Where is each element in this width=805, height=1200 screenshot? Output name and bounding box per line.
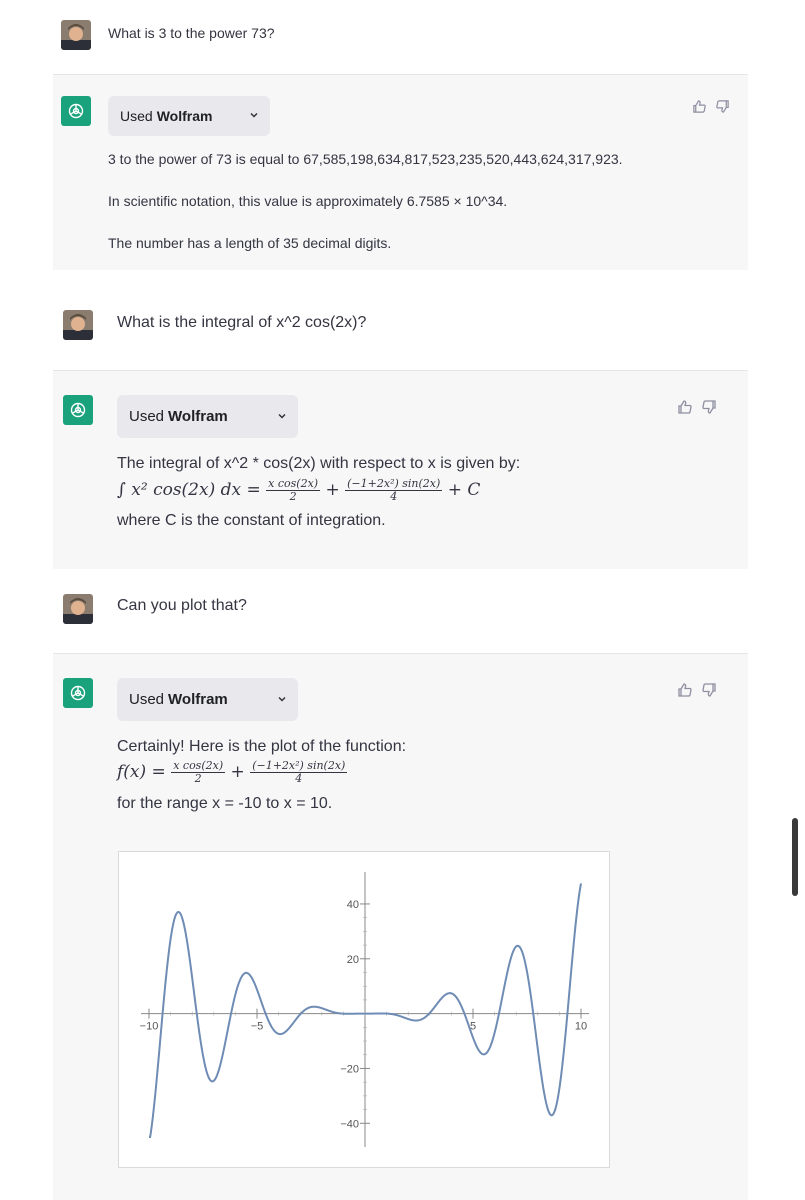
assistant-paragraph: where C is the constant of integration. (117, 512, 386, 529)
user-avatar (63, 310, 93, 340)
scrollbar-thumb[interactable] (792, 818, 798, 896)
user-message-text: What is 3 to the power 73? (108, 25, 275, 41)
tool-used-toggle[interactable]: Used Wolfram (108, 96, 270, 136)
integral-formula: ∫ x² cos(2x) dx = $\frac{\text{x cos(2x)}}{2}$ + $\frac{\text{(−1+2x²) sin(2x)}}{4}$ + C (117, 477, 481, 503)
y-tick-label: −40 (340, 1118, 359, 1131)
user-message-text: What is the integral of x^2 cos(2x)? (117, 314, 367, 331)
assistant-paragraph: Certainly! Here is the plot of the function: (117, 738, 407, 755)
x-tick-label: 10 (574, 1020, 588, 1033)
x-tick-label: −5 (250, 1020, 264, 1033)
user-avatar (63, 594, 93, 624)
assistant-paragraph: 3 to the power of 73 is equal to 67,585,198,634,817,523,235,520,443,624,317,923. (108, 151, 623, 167)
y-tick-label: 20 (346, 953, 359, 966)
assistant-paragraph: for the range x = -10 to x = 10. (117, 795, 333, 812)
chevron-down-icon (248, 109, 260, 121)
plot-svg (119, 852, 609, 1167)
thumbs-down-icon[interactable] (715, 99, 730, 114)
tool-used-toggle[interactable]: Used Wolfram (117, 395, 298, 438)
thumbs-down-icon[interactable] (701, 682, 717, 698)
y-tick-label: 40 (346, 898, 359, 911)
x-tick-label: −10 (139, 1020, 159, 1033)
y-tick-label: −20 (340, 1063, 359, 1076)
user-message-text: Can you plot that? (117, 597, 247, 614)
openai-logo-icon (63, 395, 93, 425)
openai-logo-icon (61, 96, 91, 126)
chevron-down-icon (276, 693, 288, 705)
thumbs-up-icon[interactable] (692, 99, 707, 114)
x-tick-label: 5 (469, 1020, 477, 1033)
function-formula: f(x) = $\frac{\text{x cos(2x)}}{2}$ + $\frac{\text{(−1+2x²) sin(2x)}}{4}$ (117, 759, 346, 785)
assistant-paragraph: The integral of x^2 * cos(2x) with respect to x is given by: (117, 455, 521, 472)
assistant-paragraph: The number has a length of 35 decimal digits. (108, 235, 392, 251)
function-plot (118, 851, 610, 1168)
chevron-down-icon (276, 410, 288, 422)
openai-logo-icon (63, 678, 93, 708)
thumbs-down-icon[interactable] (701, 399, 717, 415)
thumbs-up-icon[interactable] (677, 399, 693, 415)
thumbs-up-icon[interactable] (677, 682, 693, 698)
tool-used-toggle[interactable]: Used Wolfram (117, 678, 298, 721)
assistant-paragraph: In scientific notation, this value is approximately 6.7585 × 10^34. (108, 193, 508, 209)
user-avatar (61, 20, 91, 50)
